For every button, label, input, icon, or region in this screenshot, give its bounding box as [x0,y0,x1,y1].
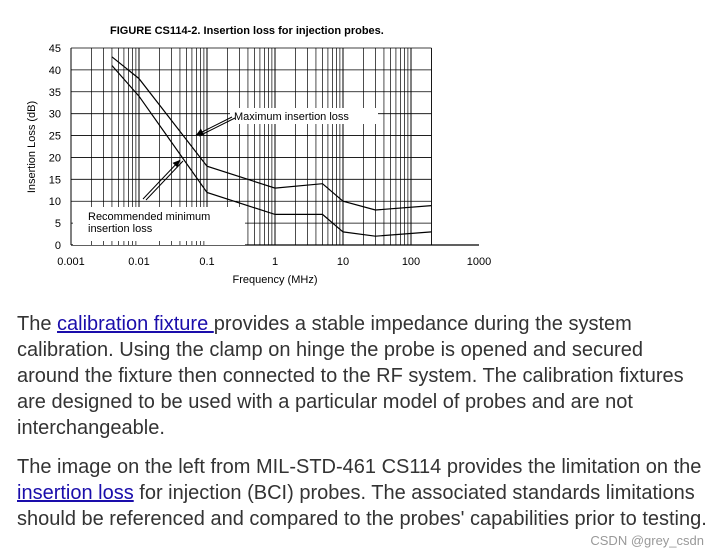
y-tick-label: 20 [48,152,61,165]
max-annotation-label: Maximum insertion loss [234,111,349,123]
y-axis-title: Insertion Loss (dB) [26,100,38,194]
y-tick-label: 25 [48,130,61,143]
y-tick-label: 30 [48,108,61,121]
insertion-loss-paragraph [17,454,707,532]
x-tick-label: 100 [401,256,421,268]
x-tick-label: 10 [336,256,350,268]
p1-text-before: The [17,313,58,335]
p2-text-after: for injection (BCI) probes. The associated standards limitations should be referenced and compared to the probes' capabilities prior to testing. [17,482,707,530]
x-tick-label: 0.01 [128,256,150,268]
calibration-fixture-link[interactable]: calibration fixture [57,313,214,335]
p2-text-before: The image on the left from MIL-STD-461 CS114 provides the limitation on the [17,456,702,478]
x-tick-label: 0.001 [57,256,85,268]
p1-text-after: provides a stable impedance during the system calibration. Using the clamp on hinge the probe is opened and secured around the fixture then connected to the RF system. The calibration fixtures are designed to be used with a particular model of probes and are not interchangeable. [17,313,684,439]
y-tick-label: 45 [48,43,61,55]
min-annotation-label: Recommended minimum [88,211,211,223]
y-tick-label: 40 [48,64,61,77]
csdn-watermark: CSDN @grey_csdn [590,533,704,548]
x-tick-label: 0.1 [199,256,215,268]
min-annotation-label-line2: insertion loss [88,223,153,235]
x-axis-title: Frequency (MHz) [232,274,318,286]
x-tick-label: 1 [271,256,279,268]
y-tick-label: 5 [54,218,61,231]
y-tick-label: 15 [48,174,61,187]
insertion-loss-link[interactable]: insertion loss [17,482,134,504]
chart-title: FIGURE CS114-2. Insertion loss for injection probes. [110,25,384,37]
y-tick-label: 0 [54,240,61,252]
y-tick-label: 35 [48,86,61,99]
max-annotation-arrow [199,118,235,136]
y-tick-label: 10 [48,196,61,209]
calibration-fixture-paragraph [17,311,707,441]
x-tick-label: 1000 [466,256,492,268]
